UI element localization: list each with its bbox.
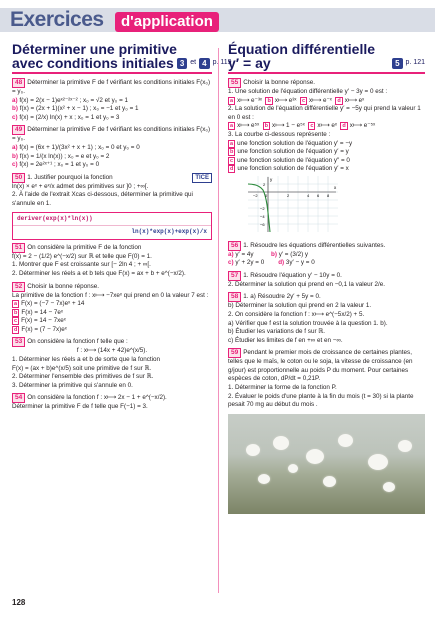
tick-x-0: 0 [265, 192, 268, 198]
exercise-number: 48 [12, 78, 25, 88]
exercise-number: 53 [12, 337, 25, 347]
exercise-number: 56 [228, 241, 241, 251]
choice-q3-a: a une fonction solution de l'équation y′ = −y [230, 139, 353, 147]
exercise-59 [228, 348, 425, 410]
exercise-intro: Déterminer la primitive F de f vérifiant les conditions initiales F(x₀) = y₀. [12, 79, 211, 95]
exercise-item-a: a) f(x) = (6x + 1)/(3x² + x + 1) ; x₀ = 0 et y₀ = 0 [12, 143, 140, 151]
exercise-q1b: ln(x) × eˣ + eˣ/x admet des primitives sur ]0 ; +∞[. [12, 182, 149, 190]
choices-q1: a x⟼ e⁻³ˣ b x⟼ e³ˣ c x⟼ e⁻ˣ d x⟼ eˣ [230, 96, 365, 104]
exercise-number: 51 [12, 243, 25, 253]
exercise-intro: On considère la fonction f telle que : [27, 338, 128, 346]
choice-d: d F(x) = (7 − 7x)eˣ [14, 325, 67, 333]
exercise-q2: 2. À l'aide de l'extrait Xcas ci-dessous, déterminer la primitive qui s'annule en 1. [12, 191, 193, 207]
ref-page: p. 121 [405, 59, 425, 66]
code-input: deriver(exp(x)*ln(x)) [13, 213, 211, 227]
exercise-intro: Choisir la bonne réponse. [243, 79, 315, 86]
exercise-q2: 2. Déterminer la solution qui prend en −0,1 la valeur 2/e. [228, 280, 385, 288]
exercise-q3: 3. Déterminer la primitive qui s'annule en 0. [12, 381, 133, 389]
cotton-field-photo [228, 414, 425, 514]
exercise-q1b: b) Déterminer la solution qui prend en 2 la valeur 1. [228, 302, 372, 310]
column-divider [218, 48, 219, 593]
exercise-56 [228, 241, 425, 268]
exercise-items-cd: c) y′ + 2y = 0 d) 3y′ − y = 0 [228, 259, 315, 267]
exercise-intro: Pendant le premier mois de croissance de certaines plantes, telles que le maïs, le coton ou le soja, la vitesse de croissance (en g/jour) est proportionnelle au poids P du moment. Pour certaines espèces de coton, dP/dt = 0,21P. [228, 349, 413, 383]
exercise-item-c: c) f(x) = 2e²ˣ⁺¹ ; x₀ = 1 et y₀ = 0 [12, 161, 100, 169]
ref-tag-4: 4 [199, 58, 209, 69]
cotton-boll [273, 436, 289, 450]
exercise-53 [12, 337, 212, 390]
exercise-number: 57 [228, 271, 241, 281]
exercise-items-ab: a) y′ = 4y b) y′ = (3/2) y [228, 250, 309, 258]
exercise-desc: La primitive de la fonction f : x⟼ −7xeˣ qui prend en 0 la valeur 7 est : [12, 291, 209, 299]
choices-q2: a x⟼ e⁵ˣ b x⟼ 1 − e⁵ˣ c x⟼ eˣ d x⟼ e⁻⁵ˣ [230, 122, 376, 130]
exercise-q2: 2. Évaluer le poids d'une plante à la fin du mois (t = 30) si la plante pesait 70 mg au début du mois . [228, 392, 414, 409]
exercise-q1a: 1. a) Résoudre 2y′ + 5y = 0. [243, 293, 321, 301]
ref-page: p. 119 [212, 59, 232, 66]
cotton-boll [246, 444, 260, 456]
exercise-intro: On considère la primitive F de la fonction [27, 243, 142, 251]
header-title: Exercices [10, 8, 104, 31]
choice-q3-b: b une fonction solution de l'équation y′ = y [230, 148, 349, 156]
exercise-54 [12, 393, 212, 412]
tick-y-minus6: −6 [260, 221, 265, 227]
exercise-57 [228, 271, 425, 290]
exercise-number: 50 [12, 173, 25, 183]
exercise-q2c: c) Étudier les limites de f en +∞ et en −∞. [228, 336, 343, 344]
curve-graph [248, 176, 338, 232]
cotton-boll [288, 464, 298, 473]
exercise-q2: 2. Déterminer les réels a et b tels que F(x) = ax + b + e^(−x/2). [12, 269, 186, 277]
exercise-51 [12, 243, 212, 279]
exercise-50 [12, 173, 212, 240]
left-column [12, 41, 232, 415]
exercise-item-a: a) f(x) = 2(x − 1)eˣ²⁻²ˣ⁻² ; x₀ = √2 et y₀ = 1 [12, 96, 129, 104]
tick-x-4: 4 [307, 192, 310, 198]
right-column [228, 42, 425, 514]
exercise-58 [228, 292, 425, 345]
x-axis-label: x [334, 184, 337, 190]
section-subtitle-left [12, 55, 232, 71]
exercise-def: f(x) = 2 − (1/2) e^(−x/2) sur ℝ et telle que F(0) = 1. [12, 252, 152, 260]
exercise-q1b: F(x) = (ax + b)e^(x/5) soit une primitive de f sur ℝ. [12, 364, 152, 372]
exercise-number: 55 [228, 78, 241, 88]
code-output: ln(x)*exp(x)+exp(x)/x [131, 228, 207, 236]
exercise-intro: 1. Résoudre les équations différentielles suivantes. [243, 241, 386, 249]
exercise-intro: On considère la fonction f : x⟼ 2x − 1 + e^(−x/2). [27, 394, 167, 402]
exercise-q1: 1. Montrer que F est croissante sur [− 2ln 4 ; + ∞[. [12, 261, 151, 269]
exercise-q2b: b) Étudier les variations de f sur ℝ. [228, 328, 326, 336]
choice-q3-d: d une fonction solution de l'équation y′ = x [230, 165, 349, 173]
page-number: 128 [12, 598, 26, 607]
exercise-q2a: a) Vérifier que f est la solution trouvée à la question 1. b). [228, 319, 388, 327]
tick-y-top: 2 [263, 181, 266, 187]
exercise-number: 54 [12, 393, 25, 403]
exercise-52 [12, 282, 212, 335]
exercise-number: 49 [12, 125, 25, 135]
page-header [0, 0, 435, 40]
cotton-boll [368, 454, 388, 470]
section-underline [12, 72, 212, 74]
exercise-intro: Déterminer la primitive F de f vérifiant les conditions initiales F(x₀) = y₀. [12, 126, 211, 143]
tick-x-2: 2 [287, 192, 290, 198]
section-underline [228, 72, 425, 74]
header-badge: d'application [115, 12, 219, 32]
exercise-q: Déterminer la primitive F de f telle que F(−1) = 3. [12, 403, 148, 411]
section-title-right: Équation différentielle [228, 41, 376, 57]
exercise-55 [228, 78, 425, 238]
exercise-48 [12, 78, 212, 122]
cotton-boll [323, 476, 336, 487]
exercise-q3: 3. La courbe ci-dessous représente : [228, 130, 331, 138]
exercise-number: 52 [12, 282, 25, 292]
tick-y-minus2: −2 [260, 205, 265, 211]
exercise-49 [12, 125, 212, 169]
exercise-q1: 1. Résoudre l'équation y′ − 10y = 0. [243, 271, 342, 279]
choice-a: a F(x) = (−7 − 7x)eˣ + 14 [14, 300, 85, 308]
exercise-item-b: b) f(x) = (2x + 1)(x² + x − 1) ; x₀ = −1 et y₀ = 1 [12, 105, 139, 113]
exercise-q1: 1. Justifier pourquoi la fonction [27, 173, 113, 181]
tick-x-6: 6 [317, 192, 320, 198]
choice-c: c F(x) = 14 − 7xeˣ [14, 317, 66, 325]
ref-tag-5: 5 [392, 58, 402, 69]
section-subtitle-text: avec conditions initiales [12, 55, 174, 71]
section-subtitle-text: y′ = ay [228, 55, 271, 71]
exercise-q1: 1. Déterminer la forme de la fonction P. [228, 384, 337, 392]
exercise-q2: 2. La solution de l'équation différentielle y′ = −5y qui prend la valeur 1 en 0 est : [228, 105, 421, 121]
ref-and: et [190, 59, 197, 66]
exercise-q2: 2. On considère la fonction f : x⟼ e^(−5x/2) + 5. [228, 310, 365, 318]
cotton-boll [398, 440, 412, 452]
cotton-boll [338, 434, 353, 447]
exercise-item-b: b) f(x) = 1/(x ln(x)) ; x₀ = e et y₀ = 2 [12, 152, 110, 160]
section-subtitle-right [228, 56, 425, 70]
exercise-number: 59 [228, 348, 241, 358]
tick-x-8: 8 [327, 192, 330, 198]
tick-y-minus4: −4 [260, 213, 265, 219]
ref-tag-3: 3 [177, 58, 187, 69]
exercise-def: f : x⟼ (14x + 42)e^(x/5). [76, 347, 148, 355]
tice-badge: TICE [192, 173, 212, 184]
exercise-q1: 1. Déterminer les réels a et b de sorte que la fonction [12, 356, 161, 364]
section-title-left: Déterminer une primitive [12, 41, 177, 57]
exercise-intro: Choisir la bonne réponse. [27, 282, 99, 290]
exercise-number: 58 [228, 292, 241, 302]
exercise-item-c: c) f(x) = (2/x) ln(x) + x ; x₀ = 1 et y₀ = 3 [12, 113, 120, 121]
tick-x-minus2: −2 [253, 192, 258, 198]
cotton-boll [383, 482, 395, 492]
cotton-boll [306, 449, 324, 464]
choice-b: b F(x) = 14 − 7eˣ [14, 308, 63, 316]
cotton-boll [258, 474, 270, 484]
choice-q3-c: c une fonction solution de l'équation y″ = 0 [230, 156, 350, 164]
exercise-q1: 1. Une solution de l'équation différentielle y′ − 3y = 0 est : [228, 88, 388, 95]
y-axis-label: y [270, 176, 273, 182]
xcas-code-block [12, 212, 212, 240]
exercise-q2: 2. Déterminer l'ensemble des primitives de f sur ℝ. [12, 373, 154, 381]
